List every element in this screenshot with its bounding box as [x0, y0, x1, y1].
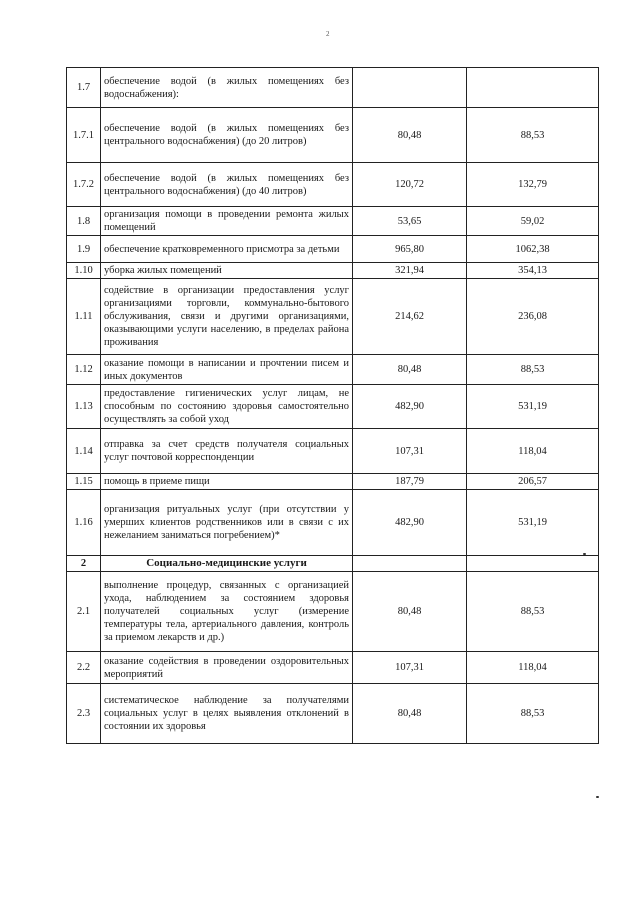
table-row — [67, 490, 599, 556]
table-row — [67, 355, 599, 385]
table-row — [67, 163, 599, 207]
tariff-value-2: 118,04 — [467, 652, 599, 684]
table-row — [67, 684, 599, 744]
row-number: 2 — [67, 556, 101, 572]
tariff-value-2: 59,02 — [467, 207, 599, 236]
row-number: 1.10 — [67, 263, 101, 279]
tariff-value-2: 236,08 — [467, 279, 599, 355]
service-name: оказание помощи в написании и прочтении писем и иных документов — [101, 355, 353, 385]
table-row — [67, 68, 599, 108]
row-number: 2.2 — [67, 652, 101, 684]
service-name: обеспечение кратковременного присмотра за детьми — [101, 236, 353, 263]
service-name: отправка за счет средств получателя социальных услуг почтовой корреспонденции — [101, 429, 353, 474]
row-number: 1.8 — [67, 207, 101, 236]
page-number: 2 — [326, 30, 330, 38]
row-number: 1.7.2 — [67, 163, 101, 207]
service-name: помощь в приеме пищи — [101, 474, 353, 490]
tariff-value-2: 354,13 — [467, 263, 599, 279]
service-name: уборка жилых помещений — [101, 263, 353, 279]
service-name: выполнение процедур, связанных с организацией ухода, наблюдением за состоянием здоровья получателей социальных услуг (измерение температуры тела, артериального давления, контроль за приемом лекарств и др.) — [101, 572, 353, 652]
tariff-value-1: 965,80 — [353, 236, 467, 263]
table-row — [67, 236, 599, 263]
row-number: 1.13 — [67, 385, 101, 429]
tariff-value-2 — [467, 556, 599, 572]
tariff-value-2: 531,19 — [467, 385, 599, 429]
service-name: предоставление гигиенических услуг лицам, не способным по состоянию здоровья самостоятельно осуществлять за собой уход — [101, 385, 353, 429]
section-row — [67, 556, 599, 572]
service-name: оказание содействия в проведении оздоровительных мероприятий — [101, 652, 353, 684]
tariff-value-1: 53,65 — [353, 207, 467, 236]
tariff-value-1: 482,90 — [353, 385, 467, 429]
table-row — [67, 279, 599, 355]
row-number: 1.14 — [67, 429, 101, 474]
tariff-value-2: 206,57 — [467, 474, 599, 490]
tariff-value-2: 88,53 — [467, 108, 599, 163]
tariff-value-1 — [353, 68, 467, 108]
tariff-value-1: 187,79 — [353, 474, 467, 490]
tariff-value-1: 107,31 — [353, 429, 467, 474]
tariff-value-2: 1062,38 — [467, 236, 599, 263]
table-row — [67, 429, 599, 474]
tariff-value-1: 80,48 — [353, 684, 467, 744]
row-number: 1.9 — [67, 236, 101, 263]
service-name: содействие в организации предоставления услуг организациями торговли, коммунально-бытового обслуживания, связи и другими организациями, оказывающими услуги населению, в пределах района проживания — [101, 279, 353, 355]
tariff-value-2: 88,53 — [467, 355, 599, 385]
tariff-value-2 — [467, 68, 599, 108]
row-number: 2.3 — [67, 684, 101, 744]
scan-speck — [596, 796, 599, 798]
service-name: систематическое наблюдение за получателями социальных услуг в целях выявления отклонений в состоянии их здоровья — [101, 684, 353, 744]
table-row — [67, 652, 599, 684]
tariff-value-1: 321,94 — [353, 263, 467, 279]
table-row — [67, 474, 599, 490]
tariff-value-2: 132,79 — [467, 163, 599, 207]
row-number: 1.16 — [67, 490, 101, 556]
service-name: обеспечение водой (в жилых помещениях без водоснабжения): — [101, 68, 353, 108]
table-row — [67, 207, 599, 236]
row-number: 1.7.1 — [67, 108, 101, 163]
services-tariff-table — [66, 67, 599, 744]
service-name: обеспечение водой (в жилых помещениях без центрального водоснабжения) (до 20 литров) — [101, 108, 353, 163]
service-name: обеспечение водой (в жилых помещениях без центрального водоснабжения) (до 40 литров) — [101, 163, 353, 207]
row-number: 1.11 — [67, 279, 101, 355]
tariff-value-1: 214,62 — [353, 279, 467, 355]
tariff-value-2: 88,53 — [467, 572, 599, 652]
row-number: 2.1 — [67, 572, 101, 652]
tariff-value-1: 80,48 — [353, 572, 467, 652]
tariff-value-1: 80,48 — [353, 355, 467, 385]
table-row — [67, 572, 599, 652]
tariff-value-2: 531,19 — [467, 490, 599, 556]
tariff-value-1 — [353, 556, 467, 572]
row-number: 1.7 — [67, 68, 101, 108]
row-number: 1.12 — [67, 355, 101, 385]
tariff-value-2: 118,04 — [467, 429, 599, 474]
service-name: организация ритуальных услуг (при отсутствии у умерших клиентов родственников или в связи с их нежеланием заниматься погребением)* — [101, 490, 353, 556]
tariff-value-1: 120,72 — [353, 163, 467, 207]
table-row — [67, 263, 599, 279]
table-row — [67, 108, 599, 163]
service-name: Социально-медицинские услуги — [101, 556, 353, 572]
tariff-value-1: 107,31 — [353, 652, 467, 684]
tariff-value-1: 80,48 — [353, 108, 467, 163]
table-row — [67, 385, 599, 429]
tariff-value-2: 88,53 — [467, 684, 599, 744]
tariff-value-1: 482,90 — [353, 490, 467, 556]
service-name: организация помощи в проведении ремонта жилых помещений — [101, 207, 353, 236]
row-number: 1.15 — [67, 474, 101, 490]
